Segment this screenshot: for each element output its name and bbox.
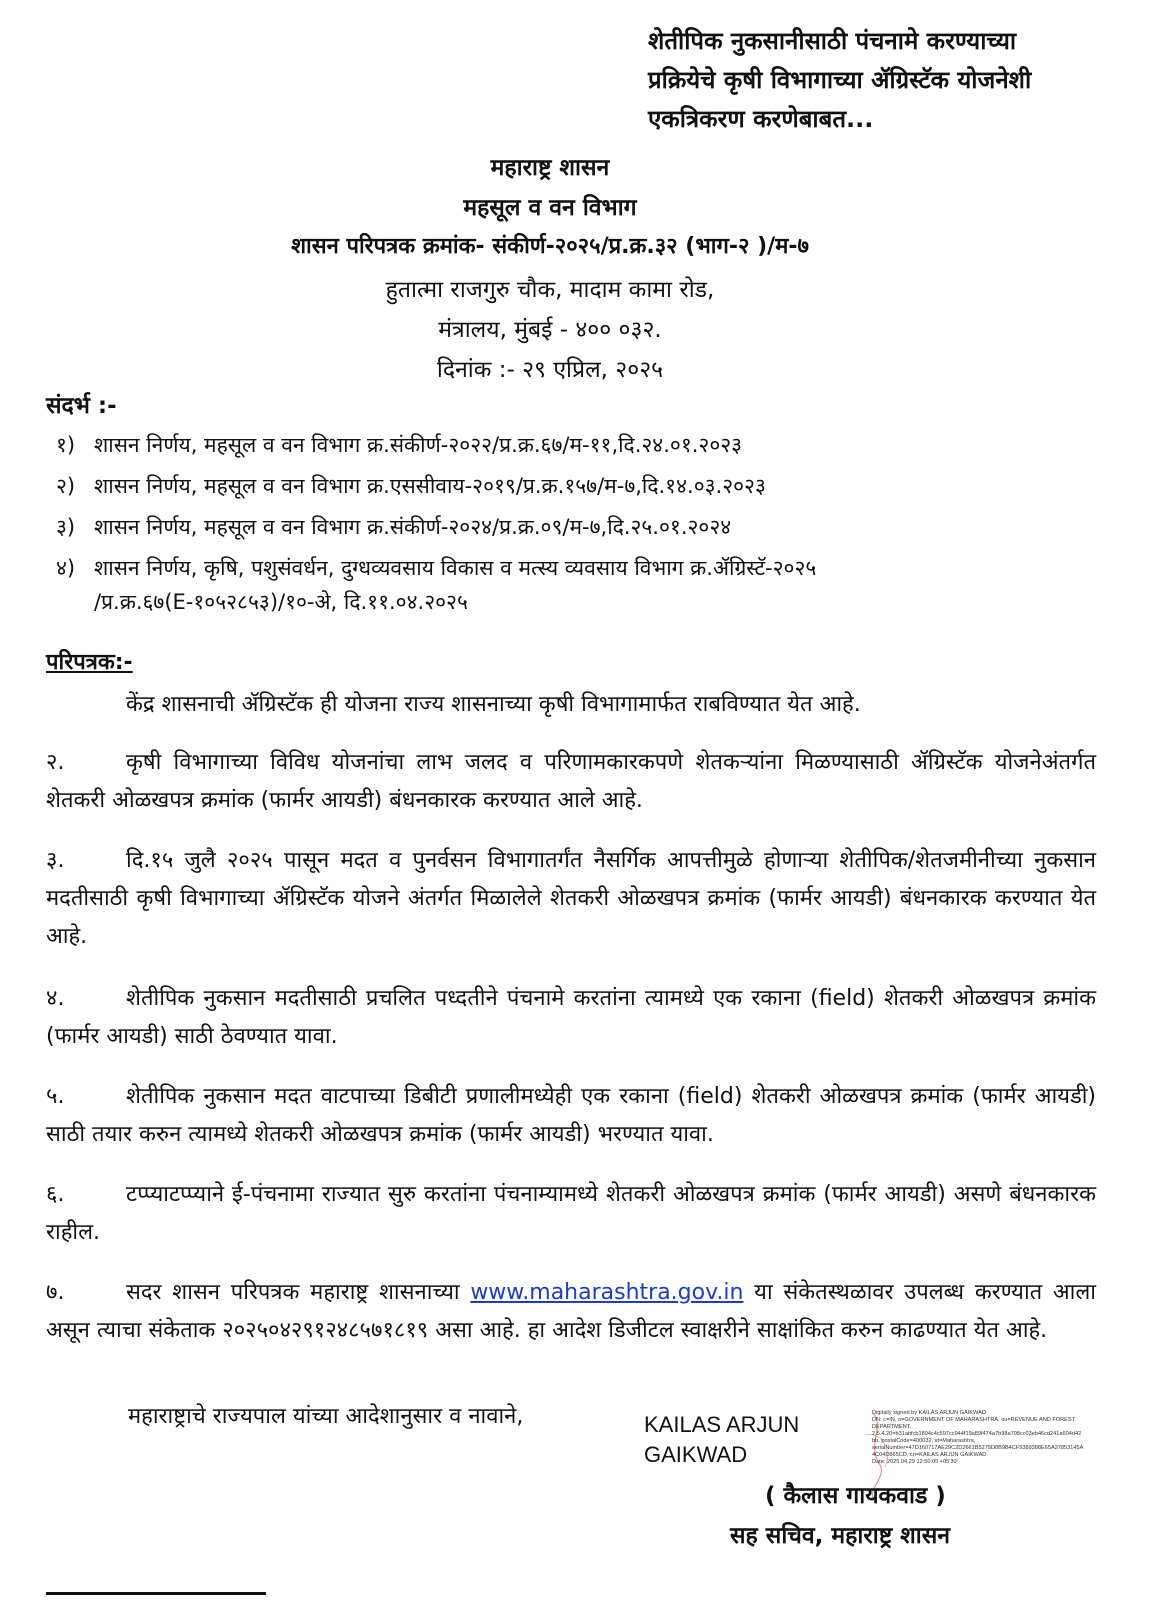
signer-name [644, 1410, 799, 1470]
reference-number: १) [56, 433, 76, 457]
cut-off-heading [46, 1586, 286, 1600]
reference-number: ४) [56, 556, 76, 580]
paragraph-number: ७. [46, 1280, 65, 1305]
reference-number: २) [56, 474, 76, 498]
address-line-1: हुतात्मा राजगुरु चौक, मादाम कामा रोड, [385, 277, 715, 303]
reference-text-continued: /प्र.क्र.६७(E-१०५२८५३)/१०-अे, दि.११.०४.२०२५ [94, 590, 468, 614]
paragraph-3 [46, 842, 1096, 956]
paragraph-number: ३. [46, 848, 65, 873]
reference-item [56, 510, 1106, 544]
circular-number: शासन परिपत्रक क्रमांक- संकीर्ण-२०२५/प्र.क्र.३२ (भाग-२ )/म-७ [291, 234, 809, 259]
closing-line: महाराष्ट्राचे राज्यपाल यांच्या आदेशानुसार व नावाने, [128, 1404, 524, 1429]
reference-text: शासन निर्णय, महसूल व वन विभाग क्र.एससीवाय-२०१९/प्र.क्र.१५७/म-७,दि.१४.०३.२०२३ [94, 474, 766, 498]
digital-signature-line: DN: c=IN, o=GOVERNMENT OF MAHARASHTRA, ou=REVENUE AND FOREST [872, 1417, 1076, 1423]
signer-name-line: GAIKWAD [644, 1442, 748, 1467]
reference-item [56, 469, 1106, 503]
digital-signature-line: Digitally signed by KAILAS ARJUN GAIKWAD [872, 1410, 986, 1416]
digital-signature-line: 4C04D865CD, cn=KAILAS ARJUN GAIKWAD [872, 1452, 987, 1458]
paragraph-4 [46, 980, 1096, 1056]
reference-item [56, 551, 1106, 614]
reference-text: शासन निर्णय, महसूल व वन विभाग क्र.संकीर्ण-२०२४/प्र.क्र.०९/म-७,दि.२५.०१.२०२४ [94, 515, 732, 539]
reference-text: शासन निर्णय, कृषि, पशुसंवर्धन, दुग्धव्यवसाय विकास व मत्स्य व्यवसाय विभाग क्र.ॲग्रिस्टॅ-२०२५ [94, 556, 817, 580]
reference-item [56, 428, 1106, 462]
government-name: महाराष्ट्र शासन [490, 155, 610, 181]
paragraph-number: ६. [46, 1182, 65, 1207]
digital-signature-line: DEPARTMENT, [872, 1424, 911, 1430]
circular-title: परिपत्रक:- [46, 650, 133, 675]
officer-designation: सह सचिव, महाराष्ट्र शासन [730, 1523, 951, 1549]
officer-name: ( कैलास गायकवाड ) [765, 1483, 946, 1509]
paragraph-text: शेतीपिक नुकसान मदत वाटपाच्या डिबीटी प्रणालीमध्येही एक रकाना (field) शेतकरी ओळखपत्र क्रमांक (फार्मर आयडी) साठी तयार करुन त्यामध्ये शेतकरी ओळखपत्र क्रमांक (फार्मर आयडी) भरण्यात यावा. [46, 1084, 1096, 1147]
paragraph-text: दि.१५ जुलै २०२५ पासून मदत व पुनर्वसन विभागातर्गंत नैसर्गिक आपत्तीमुळे होणाऱ्या शेतीपिक/शेतजमीनीच्या नुकसान मदतीसाठी कृषी विभागाच्या ॲग्रिस्टॅक योजने अंतर्गत मिळालेले शेतकरी ओळखपत्र क्रमांक (फार्मर आयडी) बंधनकारक करण्यात येत आहे. [46, 848, 1096, 949]
subject-block [648, 22, 1108, 139]
circular-date: दिनांक :- २९ एप्रिल, २०२५ [436, 357, 664, 383]
digital-signature-line: 2.5.4.20=b31abfcb1894c4c597cc944f19a89f474a7b98a708cc03eb46cd241a604d42 [872, 1431, 1082, 1437]
subject-line: एकत्रिकरण करणेबाबत... [648, 105, 874, 133]
paragraph-2 [46, 744, 1096, 820]
paragraph-text: कृषी विभागाच्या विविध योजनांचा लाभ जलद व परिणामकारकपणे शेतकऱ्यांना मिळण्यासाठी ॲग्रिस्टॅक योजनेअंतर्गत शेतकरी ओळखपत्र क्रमांक (फार्मर आयडी) बंधनकारक करण्यात आले आहे. [46, 750, 1096, 813]
digital-signature-details [872, 1410, 1104, 1466]
paragraph-text: सदर शासन परिपत्रक महाराष्ट्र शासनाच्या [126, 1280, 471, 1305]
website-link[interactable]: www.maharashtra.gov.in [470, 1280, 744, 1305]
subject-line: शेतीपिक नुकसानीसाठी पंचनामे करण्याच्या [648, 27, 1017, 55]
digital-signature-line: bb, postalCode=400032, st=Maharashtra, [872, 1438, 976, 1444]
references-title: संदर्भ :- [46, 393, 117, 419]
paragraph-6 [46, 1176, 1096, 1252]
reference-number: ३) [56, 515, 76, 539]
intro-paragraph: केंद्र शासनाची ॲग्रिस्टॅक ही योजना राज्य शासनाच्या कृषी विभागामार्फत राबविण्यात येत आहे. [126, 692, 861, 717]
digital-signature-line: Date: 2025.04.29 12:50:05 +05'30' [872, 1459, 958, 1465]
paragraph-number: ४. [46, 986, 65, 1011]
signer-name-line: KAILAS ARJUN [644, 1412, 800, 1437]
digital-signature-line: serialNumber=47D160717AE29C2D2661B5275D8B9B4CF9389388E65A27853145A [872, 1445, 1084, 1451]
paragraph-text: टप्प्याटप्प्याने ई-पंचनामा राज्यात सुरु करतांना पंचनाम्यामध्ये शेतकरी ओळखपत्र क्रमांक (फार्मर आयडी) असणे बंधनकारक राहील. [46, 1182, 1096, 1245]
paragraph-5 [46, 1078, 1096, 1154]
paragraph-number: ५. [46, 1084, 65, 1109]
paragraph-text: शेतीपिक नुकसान मदतीसाठी प्रचलित पध्दतीने पंचनामे करतांना त्यामध्ये एक रकाना (field) शेतकरी ओळखपत्र क्रमांक (फार्मर आयडी) साठी ठेवण्यात यावा. [46, 986, 1096, 1049]
department-name: महसूल व वन विभाग [463, 195, 637, 221]
paragraph-number: २. [46, 750, 65, 775]
reference-text: शासन निर्णय, महसूल व वन विभाग क्र.संकीर्ण-२०२२/प्र.क्र.६७/म-११,दि.२४.०१.२०२३ [94, 433, 743, 457]
subject-line: प्रक्रियेचे कृषी विभागाच्या ॲग्रिस्टॅक योजनेशी [648, 66, 1032, 94]
paragraph-7 [46, 1274, 1096, 1350]
paragraph-text: या संकेतस्थळावर उपलब्ध करण्यात आला असून त्याचा संकेताक २०२५०४२९१२४८५७१८१९ असा आहे. हा आदेश डिजीटल स्वाक्षरीने साक्षांकित करुन काढण्यात येत आहे. [46, 1280, 1096, 1343]
address-line-2: मंत्रालय, मुंबई - ४०० ०३२. [438, 317, 662, 343]
